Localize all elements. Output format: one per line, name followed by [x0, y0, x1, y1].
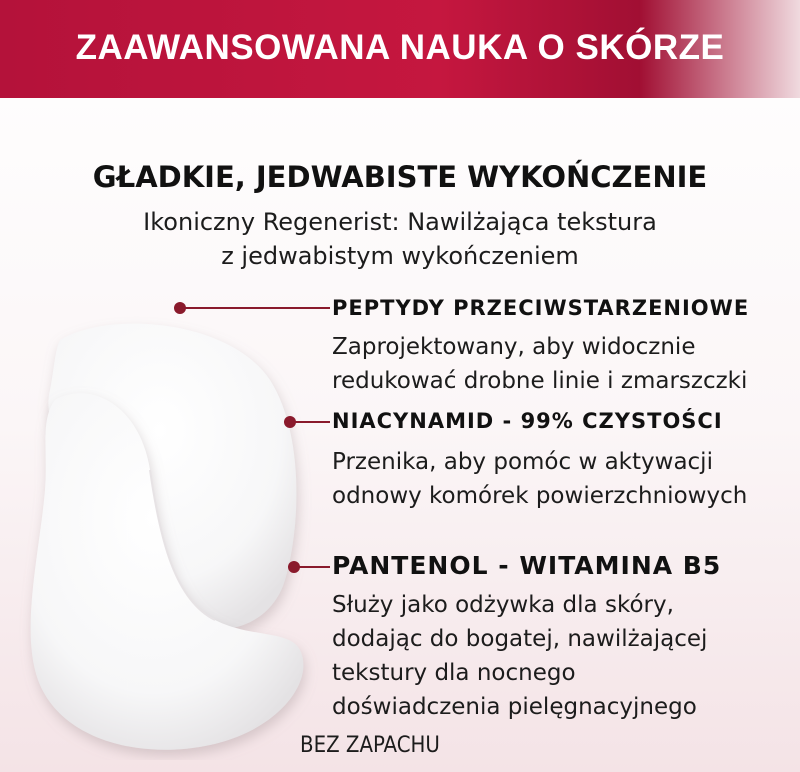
feature-line: tekstury dla nocnego — [332, 660, 576, 686]
section-subtitle — [0, 205, 800, 273]
feature-desc-panthenol — [332, 588, 707, 724]
callout-line — [290, 421, 330, 423]
banner-title: ZAAWANSOWANA NAUKA O SKÓRZE — [75, 28, 725, 67]
feature-title-peptides: PEPTYDY PRZECIWSTARZENIOWE — [332, 296, 750, 320]
feature-line: redukować drobne linie i zmarszczki — [332, 368, 748, 394]
feature-title-panthenol: PANTENOL - WITAMINA B5 — [332, 551, 722, 580]
feature-line: odnowy komórek powierzchniowych — [332, 483, 748, 509]
fragrance-free-note: BEZ ZAPACHU — [300, 733, 440, 758]
section-heading: GŁADKIE, JEDWABISTE WYKOŃCZENIE — [92, 160, 708, 194]
callout-line — [294, 566, 330, 568]
feature-line: Służy jako odżywka dla skóry, — [332, 592, 674, 618]
feature-title-niacinamide: NIACYNAMID - 99% CZYSTOŚCI — [332, 409, 723, 433]
callout-line — [180, 307, 330, 309]
feature-line: Przenika, aby pomóc w aktywacji — [332, 449, 713, 475]
feature-line: Zaprojektowany, aby widocznie — [332, 334, 696, 360]
cream-swatch-image — [0, 300, 330, 760]
feature-line: doświadczenia pielęgnacyjnego — [332, 694, 697, 720]
feature-desc-niacinamide — [332, 445, 747, 513]
feature-line: dodając do bogatej, nawilżającej — [332, 626, 708, 652]
header-banner — [0, 0, 800, 98]
subtitle-line-2: z jedwabistym wykończeniem — [221, 242, 579, 270]
feature-desc-peptides — [332, 330, 747, 398]
subtitle-line-1: Ikoniczny Regenerist: Nawilżająca tekstura — [143, 208, 657, 236]
